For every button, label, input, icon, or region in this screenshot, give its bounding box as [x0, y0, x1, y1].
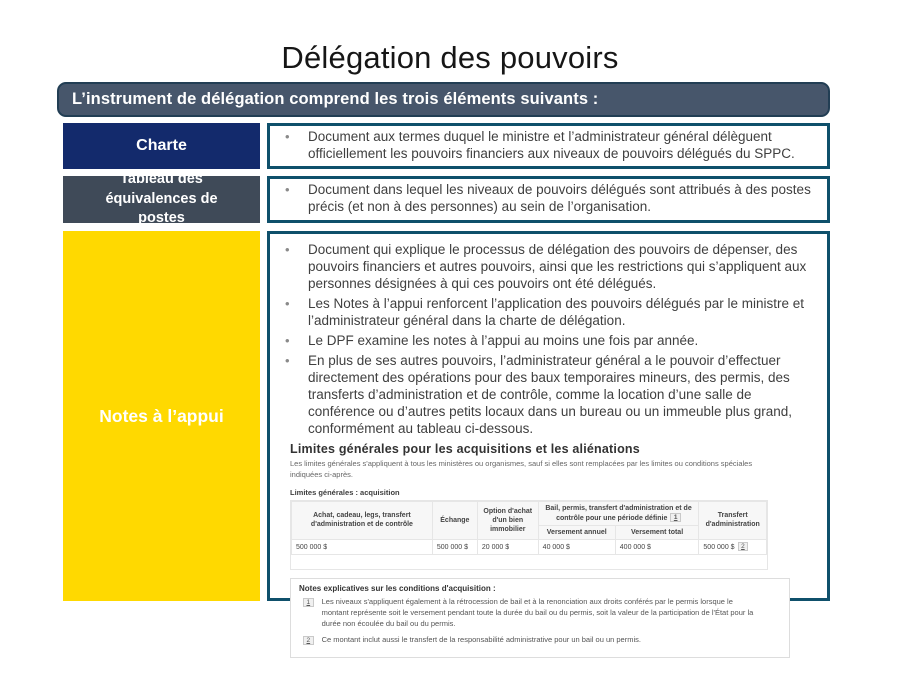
note-1-marker: 1 [303, 598, 314, 607]
limits-subheading: Les limites générales s'appliquent à tous les ministères ou organismes, sauf si elles sont remplacées par les limites ou conditions spéciales indiquées ci-après. [290, 459, 753, 479]
bullet-item: • En plus de ses autres pouvoirs, l’administrateur général a le pouvoir d’effectuer directement des opérations pour des baux temporaires mineurs, des permis, des transferts d’administration et de contrôle, comme la location d’une salle de conférence ou d’autres petits locaux dans un bureau ou un immeuble plus grand, conformément au tableau ci-dessous. [270, 352, 827, 437]
col-header-achat: Achat, cadeau, legs, transfert d'administration et de contrôle [292, 501, 433, 539]
bullet-item: • Document aux termes duquel le ministre et l’administrateur général délèguent officiellement les pouvoirs financiers aux niveaux de pouvoirs délégués du SPPC. [270, 128, 827, 162]
col-header-bail-group [538, 501, 699, 525]
col-header-option: Option d'achat d'un bien immobilier [477, 501, 538, 539]
value-transfert [699, 540, 767, 555]
tableau-bullet-list [270, 181, 827, 218]
value-achat: 500 000 $ [292, 540, 433, 555]
limits-table-label: Limites générales : acquisition [290, 487, 400, 497]
value-option: 20 000 $ [477, 540, 538, 555]
value-echange: 500 000 $ [432, 540, 477, 555]
label-notes-appui [63, 231, 260, 601]
label-tableau-text: Tableau des équivalences de postes [105, 171, 218, 227]
limits-table-container [290, 500, 768, 570]
label-tableau-equivalences [63, 171, 260, 227]
note-1-text: Les niveaux s'appliquent également à la rétrocession de bail et à la renonciation aux droits conférés par le permis lorsque le montant représente soit le versement pendant toute la durée du bail ou du permis, soit la valeur de la participation de l'État pour la durée non écoulée du bail ou du permis. [321, 597, 754, 628]
note-2-text: Ce montant inclut aussi le transfert de la responsabilité administrative pour un bail ou un permis. [321, 634, 641, 644]
value-versement-annuel: 40 000 $ [538, 540, 615, 555]
bullet-item: • Document qui explique le processus de délégation des pouvoirs de dépenser, des pouvoirs financiers et autres pouvoirs, ainsi que les restrictions qui s’appliquent aux personnes désignées à qui ces pouvoirs ont été délégués. [270, 241, 827, 292]
col-header-versement-annuel: Versement annuel [538, 525, 615, 539]
intro-banner-text: L’instrument de délégation comprend les trois éléments suivants : [72, 90, 599, 108]
notes-bullet-list [270, 241, 827, 437]
note-2-marker: 2 [303, 636, 314, 645]
label-charte-text: Charte [136, 137, 187, 154]
footnote-ref-2-link: 2 [738, 542, 749, 551]
label-charte [63, 123, 260, 169]
note-item [299, 597, 781, 630]
limits-screenshot [290, 442, 802, 658]
label-notes-text: Notes à l’appui [99, 405, 224, 426]
explanatory-notes-box [290, 578, 790, 658]
notes-description-box [267, 231, 830, 644]
intro-banner [57, 82, 830, 117]
footnote-ref-1-link: 1 [670, 513, 681, 522]
value-transfert-amount: 500 000 $ [703, 544, 735, 552]
col-header-versement-total: Versement total [615, 525, 699, 539]
col-header-echange: Échange [432, 501, 477, 539]
notes-heading: Notes explicatives sur les conditions d'acquisition : [299, 584, 496, 594]
col-header-transfert: Transfert d'administration [699, 501, 767, 539]
bullet-item: • Document dans lequel les niveaux de pouvoirs délégués sont attribués à des postes précis (et non à des personnes) au sein de l’organisation. [270, 181, 827, 215]
charte-description-box [267, 123, 830, 169]
slide-title: Délégation des pouvoirs [281, 40, 619, 75]
value-versement-total: 400 000 $ [615, 540, 699, 555]
bullet-item: • Les Notes à l’appui renforcent l’application des pouvoirs délégués par le ministre et l’administrateur général dans la charte de délégation. [270, 295, 827, 329]
note-item [299, 635, 781, 646]
table-row [292, 540, 767, 555]
bullet-item: • Le DPF examine les notes à l’appui au moins une fois par année. [270, 332, 827, 349]
col-header-bail-text: Bail, permis, transfert d'administration et de contrôle pour une période définie [545, 504, 692, 522]
charte-bullet-list [270, 128, 827, 165]
limits-table [291, 501, 767, 555]
limits-heading: Limites générales pour les acquisitions et les aliénations [290, 442, 640, 456]
tableau-description-box [267, 176, 830, 223]
